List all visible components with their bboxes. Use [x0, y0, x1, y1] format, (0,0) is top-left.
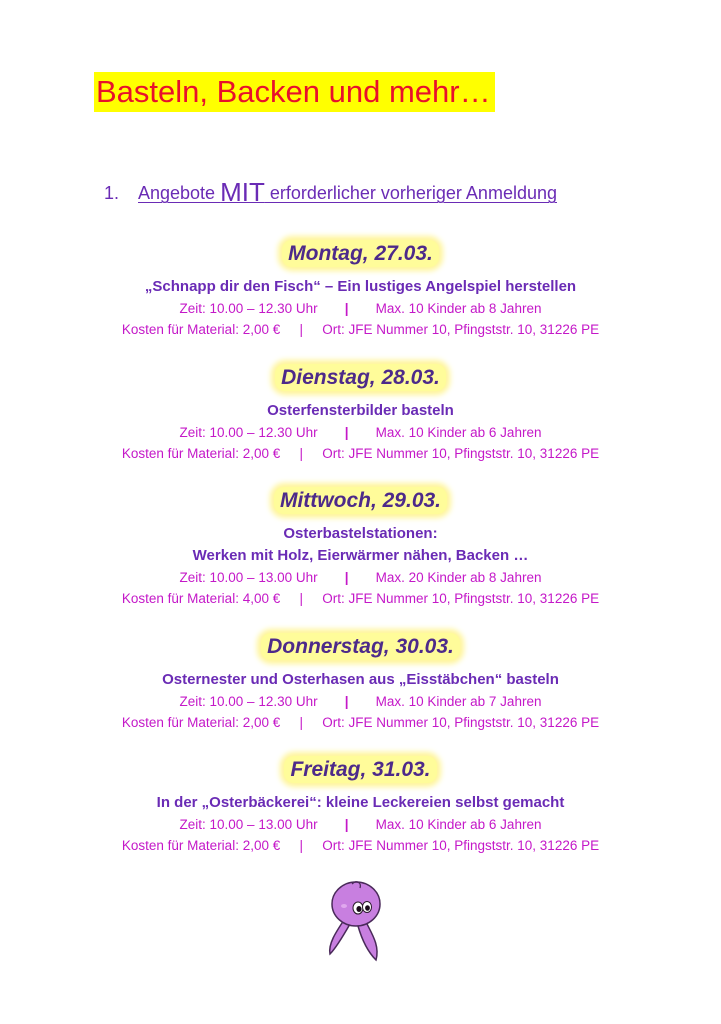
separator: |: [344, 570, 349, 585]
cost-row: [0, 712, 721, 733]
separator: |: [344, 694, 349, 709]
time-text: Zeit: 10.00 – 12.30 Uhr: [179, 694, 318, 709]
easter-bunny-svg: [322, 880, 390, 964]
separator: |: [299, 715, 303, 730]
day-title-row: [0, 487, 721, 514]
cost-row: [0, 319, 721, 340]
section-heading: [104, 178, 557, 207]
participants-text: Max. 10 Kinder ab 6 Jahren: [375, 425, 542, 440]
event-subtitle: Werken mit Holz, Eierwärmer nähen, Backen …: [192, 547, 529, 564]
cost-text: Kosten für Material: 2,00 €: [121, 446, 281, 461]
location-text: Ort: JFE Nummer 10, Pfingststr. 10, 31226 PE: [322, 446, 600, 461]
time-row: [0, 567, 721, 588]
location-text: Ort: JFE Nummer 10, Pfingststr. 10, 31226 PE: [322, 591, 600, 606]
event-title: In der „Osterbäckerei“: kleine Leckereien selbst gemacht: [156, 794, 565, 811]
event-title: „Schnapp dir den Fisch“ – Ein lustiges Angelspiel herstellen: [144, 278, 577, 295]
time-text: Zeit: 10.00 – 13.00 Uhr: [179, 570, 318, 585]
separator: |: [344, 817, 349, 832]
section-text-after: erforderlicher vorheriger Anmeldung: [264, 183, 557, 203]
separator: |: [344, 301, 349, 316]
participants-text: Max. 10 Kinder ab 7 Jahren: [375, 694, 542, 709]
event-title: Osterfensterbilder basteln: [267, 402, 454, 419]
time-text: Zeit: 10.00 – 12.30 Uhr: [179, 301, 318, 316]
day-block-mittwoch: [0, 487, 721, 609]
participants-text: Max. 10 Kinder ab 6 Jahren: [375, 817, 542, 832]
day-block-dienstag: [0, 364, 721, 464]
cost-text: Kosten für Material: 2,00 €: [121, 715, 281, 730]
day-title: Montag, 27.03.: [282, 240, 439, 267]
cost-text: Kosten für Material: 4,00 €: [121, 591, 281, 606]
day-title-row: [0, 633, 721, 660]
event-title: Osterbastelstationen:: [283, 525, 438, 542]
day-title-row: [0, 756, 721, 783]
cost-text: Kosten für Material: 2,00 €: [121, 838, 281, 853]
location-text: Ort: JFE Nummer 10, Pfingststr. 10, 31226 PE: [322, 322, 600, 337]
section-text: [138, 177, 557, 207]
day-block-freitag: [0, 756, 721, 856]
event-title: Osternester und Osterhasen aus „Eisstäbchen“ basteln: [162, 671, 559, 688]
cost-row: [0, 835, 721, 856]
section-text-emphasis: MIT: [220, 177, 265, 207]
location-text: Ort: JFE Nummer 10, Pfingststr. 10, 31226 PE: [322, 838, 600, 853]
day-block-donnerstag: [0, 633, 721, 733]
day-block-montag: [0, 240, 721, 340]
time-row: [0, 298, 721, 319]
section-text-before: Angebote: [138, 183, 221, 203]
separator: |: [344, 425, 349, 440]
time-text: Zeit: 10.00 – 13.00 Uhr: [179, 817, 318, 832]
separator: |: [299, 322, 303, 337]
day-title: Donnerstag, 30.03.: [261, 633, 460, 660]
time-row: [0, 691, 721, 712]
separator: |: [299, 591, 303, 606]
day-title: Mittwoch, 29.03.: [274, 487, 447, 514]
easter-bunny-icon: [322, 880, 390, 969]
location-text: Ort: JFE Nummer 10, Pfingststr. 10, 31226 PE: [322, 715, 600, 730]
day-title: Dienstag, 28.03.: [275, 364, 446, 391]
time-row: [0, 422, 721, 443]
time-row: [0, 814, 721, 835]
day-title-row: [0, 364, 721, 391]
day-title: Freitag, 31.03.: [284, 756, 436, 783]
page-title: Basteln, Backen und mehr…: [94, 72, 495, 112]
day-title-row: [0, 240, 721, 267]
participants-text: Max. 10 Kinder ab 8 Jahren: [375, 301, 542, 316]
time-text: Zeit: 10.00 – 12.30 Uhr: [179, 425, 318, 440]
cost-text: Kosten für Material: 2,00 €: [121, 322, 281, 337]
section-number: 1.: [104, 183, 120, 203]
separator: |: [299, 838, 303, 853]
participants-text: Max. 20 Kinder ab 8 Jahren: [375, 570, 542, 585]
cost-row: [0, 443, 721, 464]
separator: |: [299, 446, 303, 461]
cost-row: [0, 588, 721, 609]
